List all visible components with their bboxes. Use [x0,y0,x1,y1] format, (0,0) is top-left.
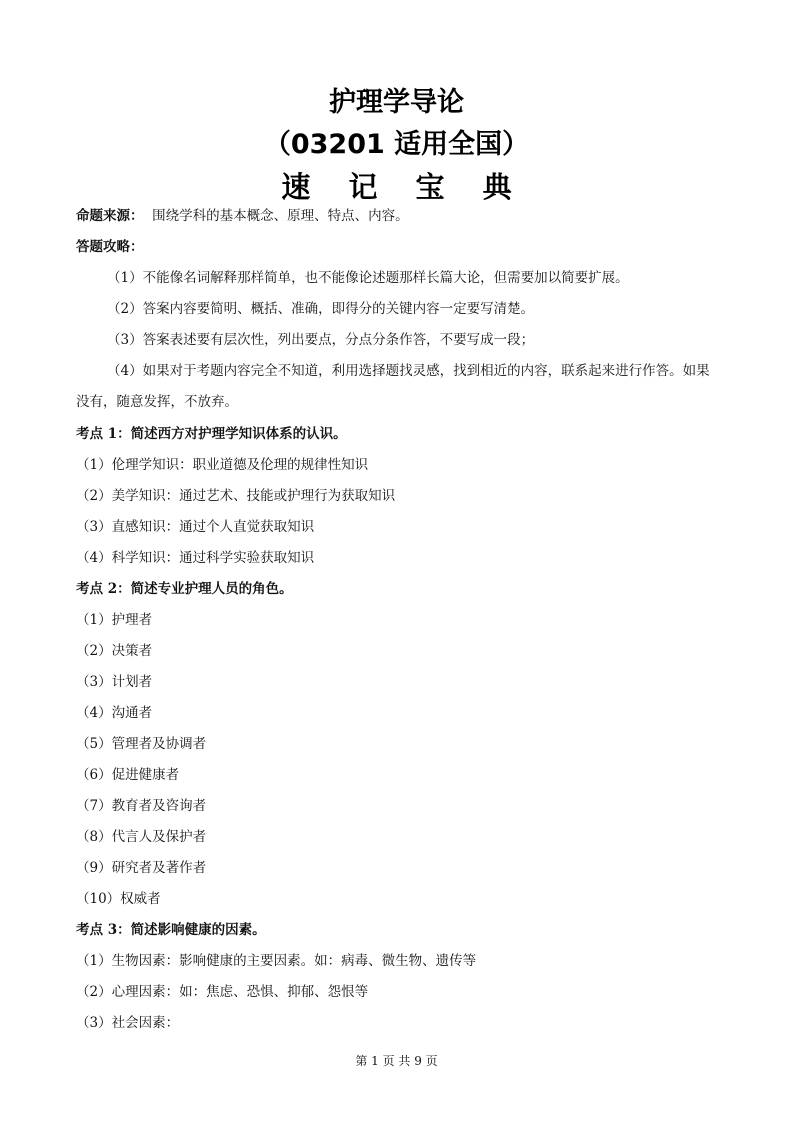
document-title: 护理学导论 [329,87,464,118]
list-item: （3）直感知识：通过个人直觉获取知识 [76,519,315,535]
list-item: （3）计划者 [76,674,153,690]
list-item: （9）研究者及著作者 [76,860,207,876]
list-item: （10）权威者 [76,891,161,907]
list-item: （4）沟通者 [76,705,153,721]
list-item: （1）护理者 [76,612,153,628]
list-item: （5）管理者及协调者 [76,736,207,752]
source-text: 围绕学科的基本概念、原理、特点、内容。 [152,208,409,224]
section-heading: 考点 3：简述影响健康的因素。 [76,922,266,938]
section-heading: 考点 1：简述西方对护理学知识体系的认识。 [76,426,347,442]
list-item: （2）美学知识：通过艺术、技能或护理行为获取知识 [76,488,396,504]
strategy-item: （3）答案表述要有层次性，列出要点，分点分条作答，不要写成一段； [107,332,535,348]
strategy-item: （4）如果对于考题内容完全不知道，利用选择题找灵感，找到相近的内容，联系起来进行作答。如果没有，随意发挥，不放弃。 [76,363,710,410]
section-heading: 考点 2：简述专业护理人员的角色。 [76,581,293,597]
list-item: （3）社会因素： [76,1015,180,1031]
list-item: （4）科学知识：通过科学实验获取知识 [76,550,315,566]
list-item: （2）决策者 [76,643,153,659]
strategy-label: 答题攻略： [76,239,144,255]
page-footer: 第 1 页 共 9 页 [355,1054,438,1068]
document-subtitle: （03201 适用全国） [263,129,530,160]
list-item: （1）伦理学知识：职业道德及伦理的规律性知识 [76,457,369,473]
list-item: （6）促进健康者 [76,767,180,783]
strategy-item: （2）答案内容要简明、概括、准确，即得分的关键内容一定要写清楚。 [107,301,535,317]
strategy-item: （1）不能像名词解释那样简单，也不能像论述题那样长篇大论，但需要加以简要扩展。 [107,270,629,286]
list-item: （1）生物因素：影响健康的主要因素。如：病毒、微生物、遗传等 [76,953,477,969]
list-item: （8）代言人及保护者 [76,829,207,845]
source-line [76,207,726,225]
document-subtitle-2: 速 记 宝 典 [281,170,526,204]
source-label: 命题来源： [76,208,144,224]
list-item: （2）心理因素：如：焦虑、恐惧、抑郁、怨恨等 [76,984,369,1000]
list-item: （7）教育者及咨询者 [76,798,207,814]
